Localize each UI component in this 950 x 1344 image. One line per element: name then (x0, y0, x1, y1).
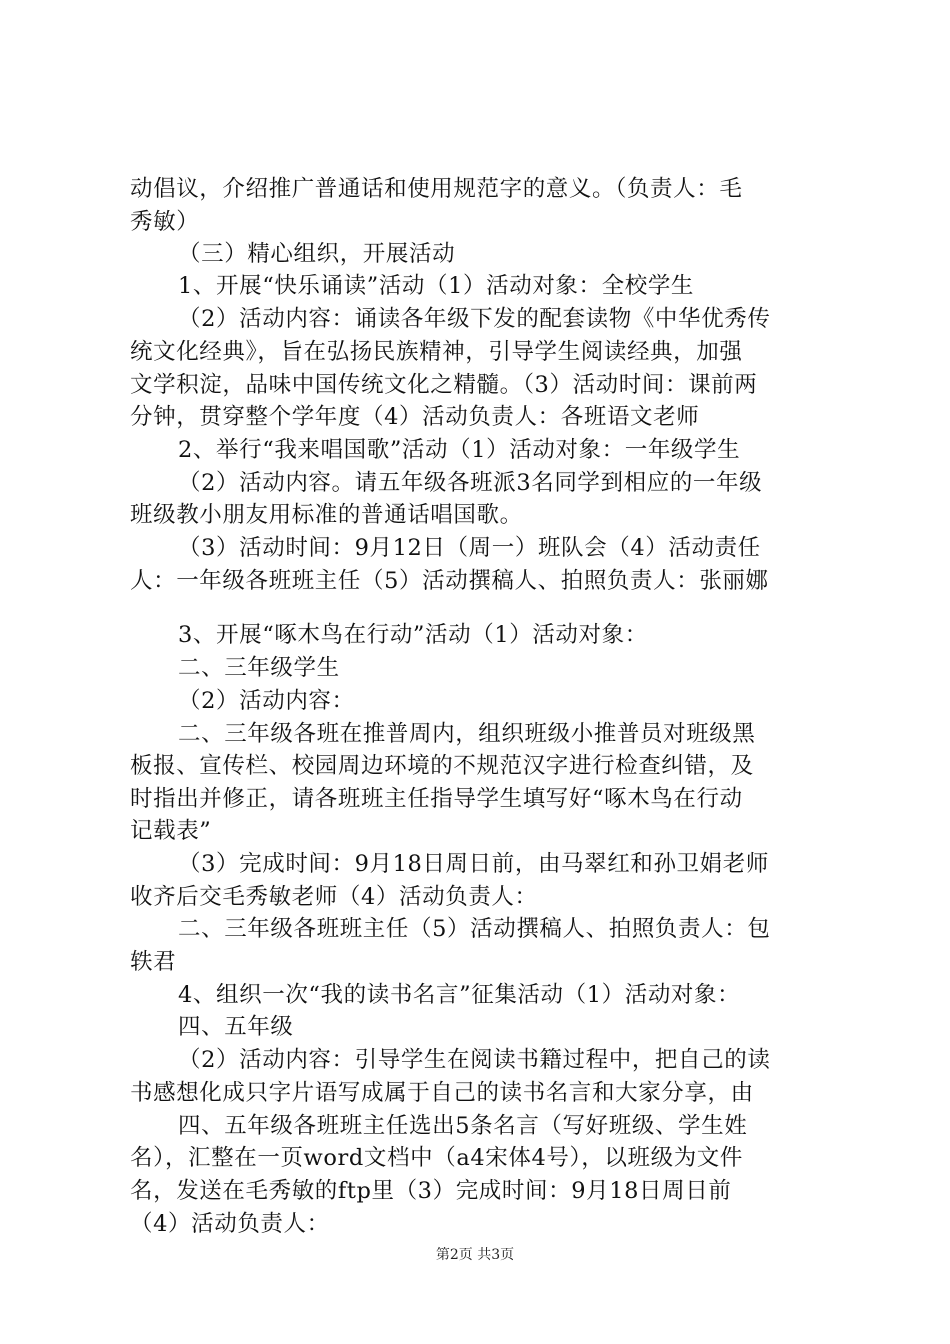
text-line: 板报、宣传栏、校园周边环境的不规范汉字进行检查纠错，及 (130, 753, 754, 779)
text-line: 分钟，贯穿整个学年度（4）活动负责人：各班语文老师 (130, 404, 700, 430)
text-line: （2）活动内容：诵读各年级下发的配套读物《中华优秀传 (178, 306, 771, 332)
text-line: 1、开展“快乐诵读”活动（1）活动对象：全校学生 (178, 273, 695, 299)
text-line: 班级教小朋友用标准的普通话唱国歌。 (130, 502, 523, 528)
text-line: 轶君 (130, 949, 177, 975)
text-line: 四、五年级 (178, 1014, 294, 1040)
text-line: 二、三年级学生 (178, 655, 340, 681)
text-line: 人：一年级各班班主任（5）活动撰稿人、拍照负责人：张丽娜 (130, 568, 769, 594)
text-line: 时指出并修正，请各班班主任指导学生填写好“啄木鸟在行动 (130, 786, 743, 812)
text-line: 动倡议，介绍推广普通话和使用规范字的意义。（负责人：毛 (130, 176, 743, 202)
text-line: 书感想化成只字片语写成属于自己的读书名言和大家分享，由 (130, 1080, 754, 1106)
page-number-footer: 第2页 共3页 (435, 1247, 515, 1263)
text-line: 秀敏） (130, 209, 200, 235)
text-line: 2、举行“我来唱国歌”活动（1）活动对象：一年级学生 (178, 437, 741, 463)
text-line: 收齐后交毛秀敏老师（4）活动负责人： (130, 884, 538, 910)
text-line: （2）活动内容： (178, 688, 355, 714)
text-line: （2）活动内容。请五年级各班派3名同学到相应的一年级 (178, 470, 763, 496)
text-line: 名），汇整在一页word文档中（a4宋体4号），以班级为文件 (130, 1145, 744, 1171)
text-line: （3）完成时间：9月18日周日前，由马翠红和孙卫娟老师 (178, 851, 769, 877)
text-line: （3）活动时间：9月12日（周一）班队会（4）活动责任 (178, 535, 761, 561)
text-line: 统文化经典》，旨在弘扬民族精神，引导学生阅读经典，加强 (130, 339, 743, 365)
text-line: 二、三年级各班在推普周内，组织班级小推普员对班级黑 (178, 721, 756, 747)
text-line: （2）活动内容：引导学生在阅读书籍过程中，把自己的读 (178, 1047, 771, 1073)
text-line: 文学积淀，品味中国传统文化之精髓。（3）活动时间：课前两 (130, 372, 758, 398)
text-line: 二、三年级各班班主任（5）活动撰稿人、拍照负责人：包 (178, 916, 771, 942)
text-line: 4、组织一次“我的读书名言”征集活动（1）活动对象： (178, 982, 741, 1008)
text-line: （4）活动负责人： (130, 1211, 330, 1237)
text-line: 名，发送在毛秀敏的ftp里（3）完成时间：9月18日周日前 (130, 1178, 732, 1204)
section-heading: （三）精心组织，开展活动 (178, 241, 456, 267)
text-line: 四、五年级各班班主任选出5条名言（写好班级、学生姓 (178, 1113, 748, 1139)
text-line: 3、开展“啄木鸟在行动”活动（1）活动对象： (178, 622, 648, 648)
text-line: 记载表” (130, 818, 212, 844)
